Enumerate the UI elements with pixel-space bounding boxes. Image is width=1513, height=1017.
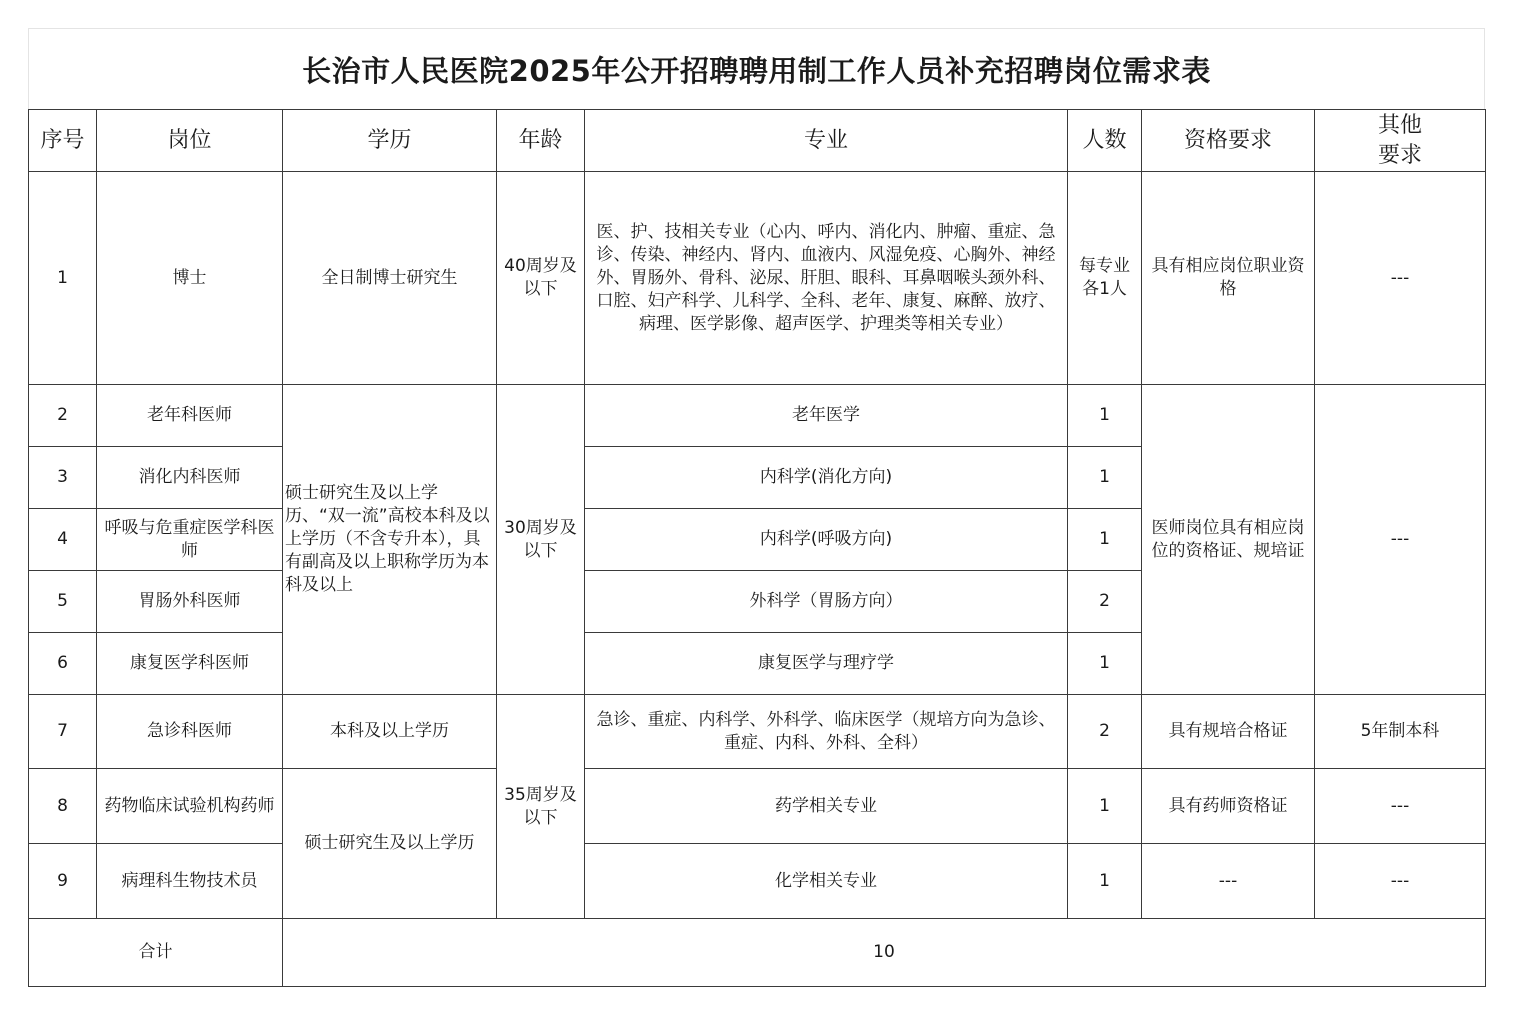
total-row <box>29 919 1486 987</box>
major-cell: 化学相关专业 <box>585 844 1068 919</box>
seq-cell: 7 <box>29 695 97 769</box>
header-count: 人数 <box>1068 110 1142 172</box>
post-cell: 老年科医师 <box>97 385 283 447</box>
count-cell: 每专业各1人 <box>1068 172 1142 385</box>
qualification-cell: --- <box>1142 844 1315 919</box>
table-row <box>29 385 1486 447</box>
major-cell: 急诊、重症、内科学、外科学、临床医学（规培方向为急诊、重症、内科、外科、全科） <box>585 695 1068 769</box>
qualification-cell: 具有规培合格证 <box>1142 695 1315 769</box>
major-cell: 药学相关专业 <box>585 769 1068 844</box>
major-cell: 内科学(呼吸方向) <box>585 509 1068 571</box>
major-cell: 外科学（胃肠方向） <box>585 571 1068 633</box>
post-cell: 急诊科医师 <box>97 695 283 769</box>
other-cell: --- <box>1315 385 1486 695</box>
count-cell: 1 <box>1068 509 1142 571</box>
count-cell: 2 <box>1068 571 1142 633</box>
total-value: 10 <box>283 919 1486 987</box>
table-row <box>29 844 1486 919</box>
other-cell: --- <box>1315 769 1486 844</box>
major-cell: 康复医学与理疗学 <box>585 633 1068 695</box>
qualification-cell: 医师岗位具有相应岗位的资格证、规培证 <box>1142 385 1315 695</box>
count-cell: 1 <box>1068 447 1142 509</box>
age-cell: 35周岁及以下 <box>497 695 585 919</box>
count-cell: 1 <box>1068 633 1142 695</box>
education-cell: 硕士研究生及以上学历 <box>283 769 497 919</box>
post-cell: 康复医学科医师 <box>97 633 283 695</box>
major-cell: 老年医学 <box>585 385 1068 447</box>
education-cell: 硕士研究生及以上学历、“双一流”高校本科及以上学历（不含专升本），具有副高及以上职称学历为本科及以上 <box>283 385 497 695</box>
count-cell: 1 <box>1068 844 1142 919</box>
count-cell: 1 <box>1068 769 1142 844</box>
seq-cell: 2 <box>29 385 97 447</box>
header-education: 学历 <box>283 110 497 172</box>
education-cell: 本科及以上学历 <box>283 695 497 769</box>
post-cell: 博士 <box>97 172 283 385</box>
qualification-cell: 具有相应岗位职业资格 <box>1142 172 1315 385</box>
seq-cell: 1 <box>29 172 97 385</box>
page-title: 长治市人民医院2025年公开招聘聘用制工作人员补充招聘岗位需求表 <box>28 28 1485 109</box>
seq-cell: 3 <box>29 447 97 509</box>
seq-cell: 9 <box>29 844 97 919</box>
major-cell: 内科学(消化方向) <box>585 447 1068 509</box>
header-age: 年龄 <box>497 110 585 172</box>
header-qualification: 资格要求 <box>1142 110 1315 172</box>
education-cell: 全日制博士研究生 <box>283 172 497 385</box>
age-cell: 40周岁及以下 <box>497 172 585 385</box>
count-cell: 2 <box>1068 695 1142 769</box>
post-cell: 病理科生物技术员 <box>97 844 283 919</box>
other-cell: --- <box>1315 844 1486 919</box>
table-row <box>29 172 1486 385</box>
recruitment-table <box>28 109 1486 987</box>
count-cell: 1 <box>1068 385 1142 447</box>
header-post: 岗位 <box>97 110 283 172</box>
seq-cell: 5 <box>29 571 97 633</box>
post-cell: 呼吸与危重症医学科医师 <box>97 509 283 571</box>
header-row <box>29 110 1486 172</box>
post-cell: 消化内科医师 <box>97 447 283 509</box>
age-cell: 30周岁及以下 <box>497 385 585 695</box>
seq-cell: 8 <box>29 769 97 844</box>
table-row <box>29 769 1486 844</box>
total-label: 合计 <box>29 919 283 987</box>
qualification-cell: 具有药师资格证 <box>1142 769 1315 844</box>
seq-cell: 4 <box>29 509 97 571</box>
post-cell: 胃肠外科医师 <box>97 571 283 633</box>
other-cell: --- <box>1315 172 1486 385</box>
post-cell: 药物临床试验机构药师 <box>97 769 283 844</box>
seq-cell: 6 <box>29 633 97 695</box>
major-cell: 医、护、技相关专业（心内、呼内、消化内、肿瘤、重症、急诊、传染、神经内、肾内、血液内、风湿免疫、心胸外、神经外、胃肠外、骨科、泌尿、肝胆、眼科、耳鼻咽喉头颈外科、口腔、妇产科学、儿科学、全科、老年、康复、麻醉、放疗、病理、医学影像、超声医学、护理类等相关专业） <box>585 172 1068 385</box>
recruitment-sheet <box>28 28 1485 987</box>
header-seq: 序号 <box>29 110 97 172</box>
table-row <box>29 695 1486 769</box>
other-cell: 5年制本科 <box>1315 695 1486 769</box>
header-major: 专业 <box>585 110 1068 172</box>
header-other: 其他 要求 <box>1315 110 1486 172</box>
